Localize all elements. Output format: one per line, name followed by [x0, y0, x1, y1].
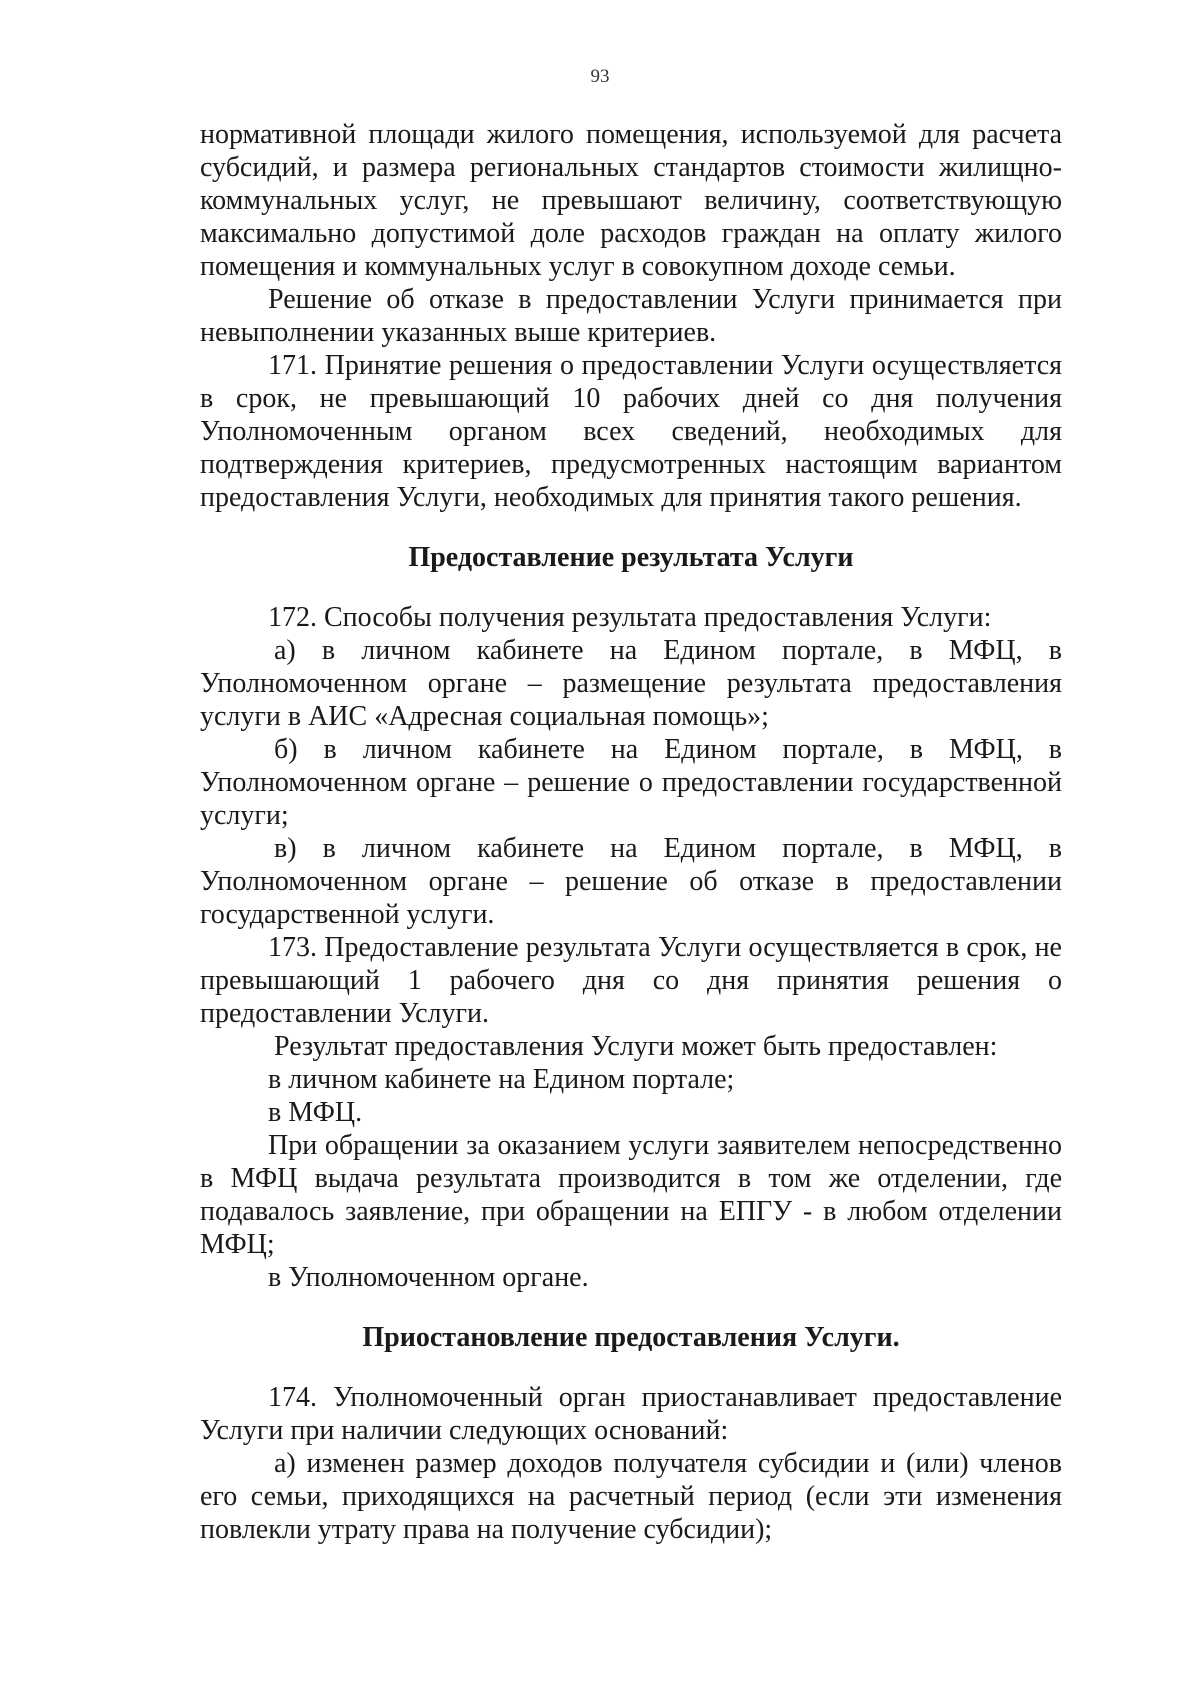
result-option-authority: в Уполномоченном органе. — [268, 1262, 589, 1293]
paragraph-mfc-note: При обращении за оказанием услуги заявителем непосредственно в МФЦ выдача результата производится в том же отделении, где подавалось заявление, при обращении на ЕПГУ - в любом отделении МФЦ; — [200, 1130, 1062, 1260]
list-item-a: а) в личном кабинете на Едином портале, в МФЦ, в Уполномоченном органе – размещение результата предоставления услуги в АИС «Адресная социальная помощь»; — [200, 635, 1062, 732]
section-heading-suspension: Приостановление предоставления Услуги. — [362, 1322, 900, 1353]
paragraph-173: 173. Предоставление результата Услуги осуществляется в срок, не превышающий 1 рабочего дня со дня принятия решения о предоставлении Услуги. — [200, 932, 1062, 1029]
paragraph-174: 174. Уполномоченный орган приостанавливает предоставление Услуги при наличии следующих оснований: — [200, 1382, 1062, 1446]
result-option-portal: в личном кабинете на Едином портале; — [268, 1064, 735, 1095]
page-number: 93 — [590, 66, 610, 87]
result-option-mfc: в МФЦ. — [268, 1097, 363, 1128]
list-item-v: в) в личном кабинете на Едином портале, в МФЦ, в Уполномоченном органе – решение об отказе в предоставлении государственной услуги. — [200, 833, 1062, 930]
suspension-item-a: а) изменен размер доходов получателя субсидии и (или) членов его семьи, приходящихся на расчетный период (если эти изменения повлекли утрату права на получение субсидии); — [200, 1448, 1062, 1545]
section-heading-result: Предоставление результата Услуги — [408, 542, 854, 573]
paragraph-result-intro: Результат предоставления Услуги может быть предоставлен: — [274, 1031, 998, 1062]
document-body — [200, 118, 1062, 1546]
paragraph-172: 172. Способы получения результата предоставления Услуги: — [268, 602, 992, 633]
paragraph-171: 171. Принятие решения о предоставлении Услуги осуществляется в срок, не превышающий 10 рабочих дней со дня получения Уполномоченным органом всех сведений, необходимых для подтверждения критериев, предусмотренных настоящим вариантом предоставления Услуги, необходимых для принятия такого решения. — [200, 350, 1062, 513]
list-item-b: б) в личном кабинете на Едином портале, в МФЦ, в Уполномоченном органе – решение о предоставлении государственной услуги; — [200, 734, 1062, 831]
paragraph-continuation: нормативной площади жилого помещения, используемой для расчета субсидий, и размера региональных стандартов стоимости жилищно-коммунальных услуг, не превышают величину, соответствующую максимально допустимой доле расходов граждан на оплату жилого помещения и коммунальных услуг в совокупном доходе семьи. — [200, 119, 1062, 282]
paragraph-refusal-decision: Решение об отказе в предоставлении Услуги принимается при невыполнении указанных выше критериев. — [200, 284, 1062, 348]
